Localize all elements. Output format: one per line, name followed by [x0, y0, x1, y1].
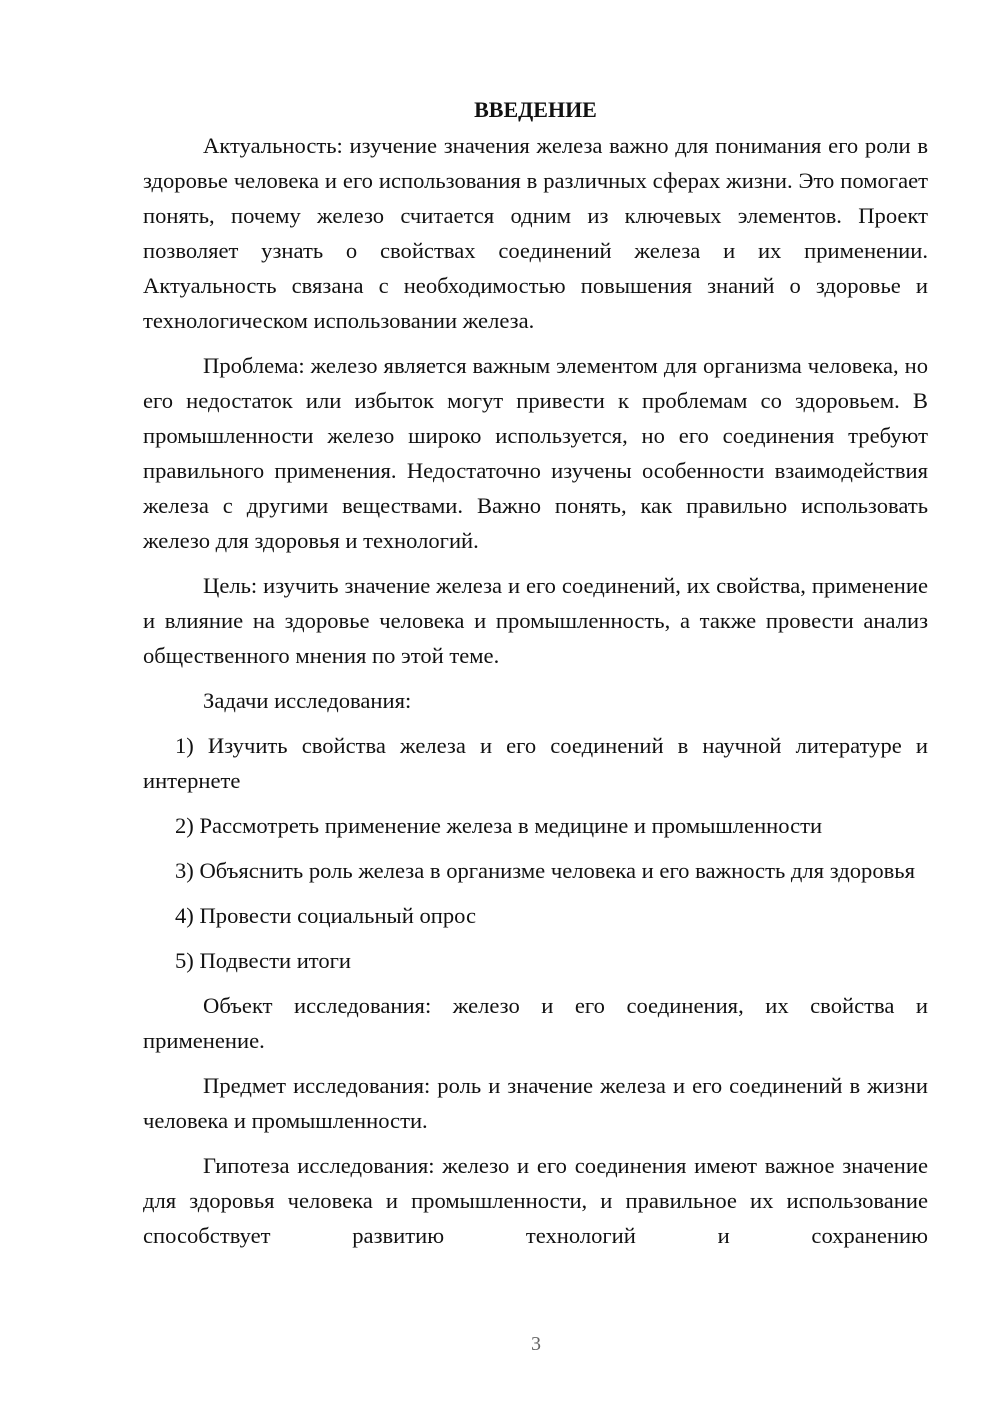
page-number: 3 — [531, 1333, 541, 1355]
list-item: 2) Рассмотреть применение железа в медицине и промышленности — [175, 813, 823, 838]
list-item: 4) Провести социальный опрос — [175, 903, 477, 928]
problem-paragraph: Проблема: железо является важным элементом для организма человека, но его недостаток или избыток могут привести к проблемам со здоровьем. В промышленности железо широко используется, но его соединения требуют правильного применения. Недостаточно изучены особенности взаимодействия железа с другими веществами. Важно понять, как правильно использовать железо для здоровья и технологий. — [143, 353, 928, 553]
tasks-heading: Задачи исследования: — [203, 688, 412, 713]
goal-paragraph: Цель: изучить значение железа и его соединений, их свойства, применение и влияние на здоровье человека и промышленность, а также провести анализ общественного мнения по этой теме. — [143, 573, 928, 668]
list-item: 5) Подвести итоги — [175, 948, 352, 973]
list-item: 3) Объяснить роль железа в организме человека и его важность для здоровья — [175, 858, 915, 883]
page-content — [143, 92, 928, 1253]
section-heading: ВВЕДЕНИЕ — [474, 97, 597, 122]
object-paragraph: Объект исследования: железо и его соединения, их свойства и применение. — [143, 993, 928, 1053]
list-item: 1) Изучить свойства железа и его соединений в научной литературе и интернете — [143, 733, 928, 793]
tasks-list — [143, 728, 928, 978]
relevance-paragraph: Актуальность: изучение значения железа важно для понимания его роли в здоровье человека и его использования в различных сферах жизни. Это помогает понять, почему железо считается одним из ключевых элементов. Проект позволяет узнать о свойствах соединений железа и их применении. Актуальность связана с необходимостью повышения знаний о здоровье и технологическом использовании железа. — [143, 133, 928, 333]
subject-paragraph: Предмет исследования: роль и значение железа и его соединений в жизни человека и промышленности. — [143, 1073, 928, 1133]
hypothesis-paragraph: Гипотеза исследования: железо и его соединения имеют важное значение для здоровья человека и промышленности, и правильное их использование способствует развитию технологий и сохранению — [143, 1153, 928, 1248]
